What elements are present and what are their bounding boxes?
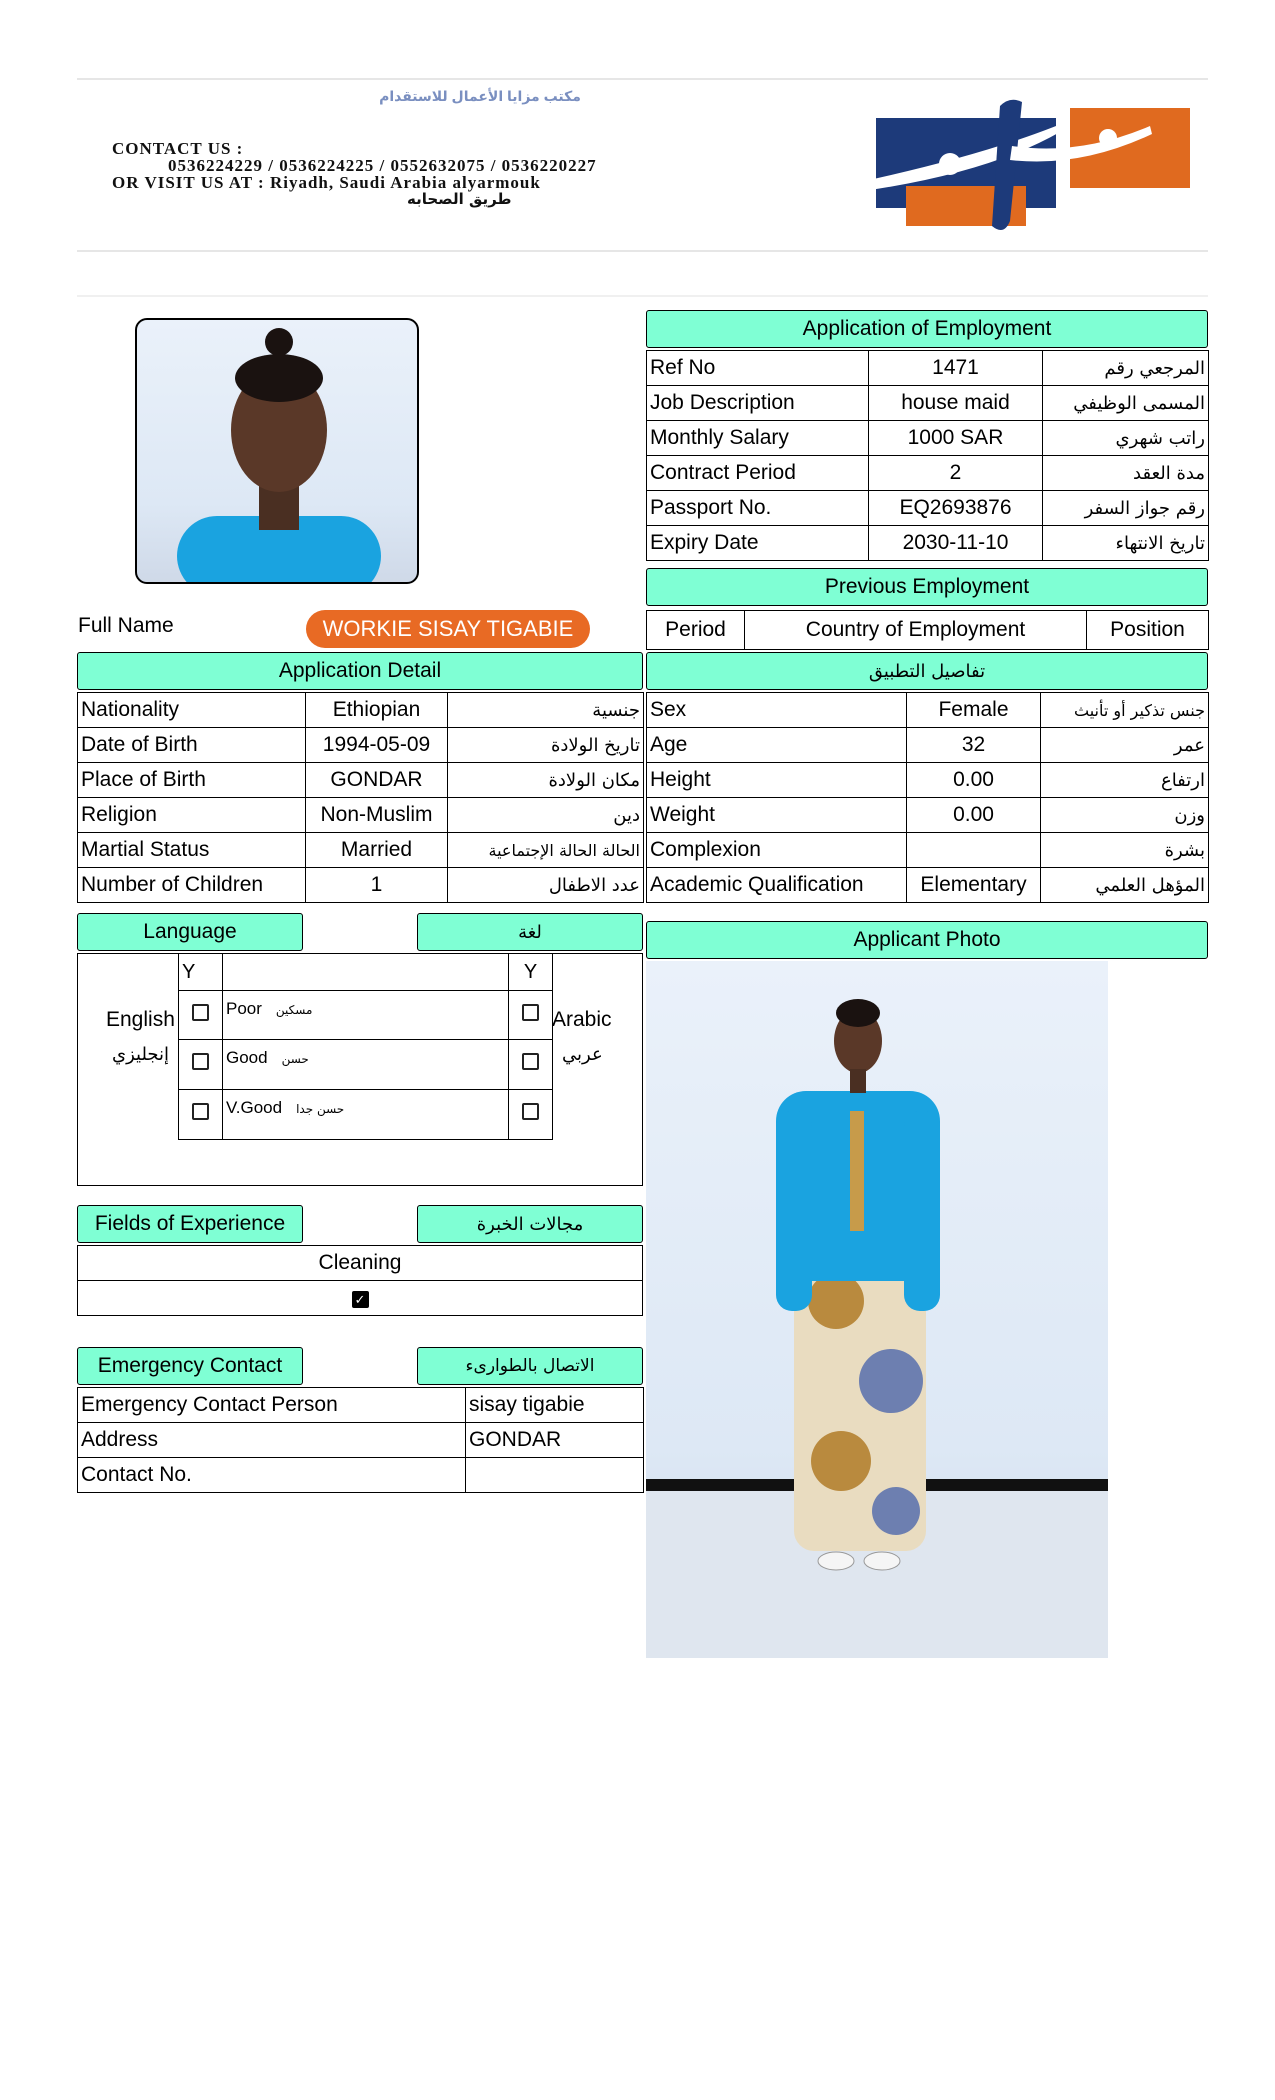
religion-value: Non-Muslim (306, 798, 448, 833)
expiry-date-label: Expiry Date (647, 526, 869, 561)
full-name-value: WORKIE SISAY TIGABIE (306, 610, 590, 648)
emergency-contact-person-value: sisay tigabie (466, 1388, 644, 1423)
language-header: Language (77, 913, 303, 951)
arabic-arabic-label: عربي (562, 1044, 603, 1065)
address-value: GONDAR (466, 1423, 644, 1458)
academic-qualification-label: Academic Qualification (647, 868, 907, 903)
sex-value: Female (907, 693, 1041, 728)
photo-arm-right (904, 1111, 940, 1311)
table-row (647, 728, 1209, 763)
job-description-arabic: المسمى الوظيفي (1043, 386, 1209, 421)
table-row (647, 611, 1209, 650)
age-arabic: عمر (1041, 728, 1209, 763)
applicant-full-photo (646, 961, 1108, 1658)
agency-logo (860, 86, 1200, 241)
complexion-arabic: بشرة (1041, 833, 1209, 868)
nationality-label: Nationality (78, 693, 306, 728)
weight-value: 0.00 (907, 798, 1041, 833)
weight-arabic: وزن (1041, 798, 1209, 833)
number-of-children-arabic: عدد الاطفال (448, 868, 644, 903)
photo-arm-left (776, 1111, 812, 1311)
table-row (179, 1040, 553, 1090)
table-row (647, 868, 1209, 903)
table-row (78, 868, 644, 903)
height-label: Height (647, 763, 907, 798)
marital-status-label: Martial Status (78, 833, 306, 868)
photo-person-hair (836, 999, 880, 1027)
age-label: Age (647, 728, 907, 763)
contact-line-1: CONTACT US : (112, 139, 244, 158)
fields-of-experience-arabic-header: مجالات الخبرة (417, 1205, 643, 1243)
vgood-label: V.Good (226, 1098, 283, 1117)
address-label: Address (78, 1423, 466, 1458)
contact-block (112, 140, 832, 208)
place-of-birth-value: GONDAR (306, 763, 448, 798)
table-row (179, 1090, 553, 1140)
country-column-header: Country of Employment (745, 611, 1087, 650)
table-row (647, 763, 1209, 798)
photo-scarf (850, 1111, 864, 1231)
contract-period-label: Contract Period (647, 456, 869, 491)
contract-period-value: 2 (869, 456, 1043, 491)
table-row (647, 456, 1209, 491)
good-arabic: حسن (281, 1052, 309, 1066)
place-of-birth-label: Place of Birth (78, 763, 306, 798)
position-column-header: Position (1087, 611, 1209, 650)
previous-employment-table (646, 610, 1209, 650)
date-of-birth-value: 1994-05-09 (306, 728, 448, 763)
table-row (78, 1246, 643, 1281)
table-row (647, 833, 1209, 868)
english-good-checkbox[interactable] (192, 1053, 209, 1070)
application-detail-arabic-header: تفاصيل التطبيق (646, 652, 1208, 690)
applicant-photo-header: Applicant Photo (646, 921, 1208, 959)
emergency-contact-arabic-header: الاتصال بالطوارىء (417, 1347, 643, 1385)
table-row (78, 1423, 644, 1458)
photo-skirt-pattern-4 (872, 1487, 920, 1535)
photo-skirt-pattern-1 (808, 1273, 864, 1329)
weight-label: Weight (647, 798, 907, 833)
application-detail-header: Application Detail (77, 652, 643, 690)
job-description-value: house maid (869, 386, 1043, 421)
contract-period-arabic: مدة العقد (1043, 456, 1209, 491)
fields-of-experience-header: Fields of Experience (77, 1205, 303, 1243)
expiry-date-value: 2030-11-10 (869, 526, 1043, 561)
language-arabic-header: لغة (417, 913, 643, 951)
cleaning-checkbox[interactable]: ✓ (352, 1291, 369, 1308)
language-table (178, 953, 553, 1140)
arabic-good-checkbox[interactable] (522, 1053, 539, 1070)
monthly-salary-value: 1000 SAR (869, 421, 1043, 456)
photo-shoe-right (864, 1552, 900, 1570)
passport-no-arabic: رقم جواز السفر (1043, 491, 1209, 526)
complexion-label: Complexion (647, 833, 907, 868)
poor-arabic: مسكين (275, 1003, 313, 1017)
height-value: 0.00 (907, 763, 1041, 798)
application-detail-right-table (646, 692, 1209, 903)
table-row (647, 421, 1209, 456)
photo-shoe-left (818, 1552, 854, 1570)
full-name-label: Full Name (78, 614, 174, 637)
passport-no-value: EQ2693876 (869, 491, 1043, 526)
table-row (78, 1388, 644, 1423)
contact-line-2: 0536224229 / 0536224225 / 0552632075 / 0536220227 (168, 156, 597, 175)
religion-arabic: دين (448, 798, 644, 833)
table-row (78, 693, 644, 728)
table-row (647, 693, 1209, 728)
application-of-employment-header: Application of Employment (646, 310, 1208, 348)
number-of-children-value: 1 (306, 868, 448, 903)
table-row (78, 1281, 643, 1316)
agency-arabic-name: مكتب مزايا الأعمال للاستقدام (379, 88, 581, 104)
table-row (179, 954, 553, 991)
table-row (78, 1458, 644, 1493)
job-description-label: Job Description (647, 386, 869, 421)
profile-photo (135, 318, 419, 584)
emergency-contact-header: Emergency Contact (77, 1347, 303, 1385)
table-row (78, 763, 644, 798)
date-of-birth-label: Date of Birth (78, 728, 306, 763)
arabic-label: Arabic (552, 1008, 612, 1031)
table-row (647, 526, 1209, 561)
logo-head-2 (1099, 129, 1117, 147)
marital-status-value: Married (306, 833, 448, 868)
passport-no-label: Passport No. (647, 491, 869, 526)
complexion-value (907, 833, 1041, 868)
table-row (647, 351, 1209, 386)
expiry-date-arabic: تاريخ الانتهاء (1043, 526, 1209, 561)
previous-employment-header: Previous Employment (646, 568, 1208, 606)
date-of-birth-arabic: تاريخ الولادة (448, 728, 644, 763)
arabic-y-header: Y (509, 954, 553, 991)
contact-no-label: Contact No. (78, 1458, 466, 1493)
level-column-header (223, 954, 509, 991)
contact-no-value (466, 1458, 644, 1493)
poor-label: Poor (226, 999, 262, 1018)
marital-status-arabic: الحالة الحالة الإجتماعية (448, 833, 644, 868)
academic-qualification-arabic: المؤهل العلمي (1041, 868, 1209, 903)
experience-table (77, 1245, 643, 1316)
table-row (78, 833, 644, 868)
photo-skirt-pattern-3 (811, 1431, 871, 1491)
application-detail-left-table (77, 692, 644, 903)
ref-no-value: 1471 (869, 351, 1043, 386)
emergency-contact-person-label: Emergency Contact Person (78, 1388, 466, 1423)
employment-table (646, 350, 1209, 561)
arabic-poor-checkbox[interactable] (522, 1004, 539, 1021)
contact-line-3: OR VISIT US AT : Riyadh, Saudi Arabia alyarmouk (112, 173, 541, 192)
nationality-arabic: جنسية (448, 693, 644, 728)
good-label: Good (226, 1048, 268, 1067)
photo-neck-2 (850, 1069, 866, 1093)
english-poor-checkbox[interactable] (192, 1004, 209, 1021)
contact-line-4: طريق الصحابه (407, 190, 512, 208)
religion-label: Religion (78, 798, 306, 833)
height-arabic: ارتفاع (1041, 763, 1209, 798)
logo-head (939, 153, 961, 175)
nationality-value: Ethiopian (306, 693, 448, 728)
ref-no-label: Ref No (647, 351, 869, 386)
table-row (647, 491, 1209, 526)
vgood-arabic: حسن جدا (296, 1102, 345, 1116)
ref-no-arabic: المرجعي رقم (1043, 351, 1209, 386)
monthly-salary-arabic: راتب شهري (1043, 421, 1209, 456)
table-row (78, 798, 644, 833)
table-row (179, 991, 553, 1040)
age-value: 32 (907, 728, 1041, 763)
table-row (78, 728, 644, 763)
photo-hair (235, 354, 323, 402)
number-of-children-label: Number of Children (78, 868, 306, 903)
english-label: English (106, 1008, 175, 1031)
table-row (647, 386, 1209, 421)
arabic-vgood-checkbox[interactable] (522, 1103, 539, 1120)
period-column-header: Period (647, 611, 745, 650)
english-vgood-checkbox[interactable] (192, 1103, 209, 1120)
monthly-salary-label: Monthly Salary (647, 421, 869, 456)
emergency-table (77, 1387, 644, 1493)
photo-skirt-pattern-2 (859, 1349, 923, 1413)
sex-arabic: جنس تذكير أو تأنيث (1041, 693, 1209, 728)
place-of-birth-arabic: مكان الولادة (448, 763, 644, 798)
academic-qualification-value: Elementary (907, 868, 1041, 903)
sex-label: Sex (647, 693, 907, 728)
table-row (647, 798, 1209, 833)
english-y-header: Y (179, 954, 223, 991)
cleaning-label: Cleaning (78, 1246, 643, 1281)
english-arabic-label: إنجليزي (112, 1044, 170, 1065)
photo-hair-bun (265, 328, 293, 356)
